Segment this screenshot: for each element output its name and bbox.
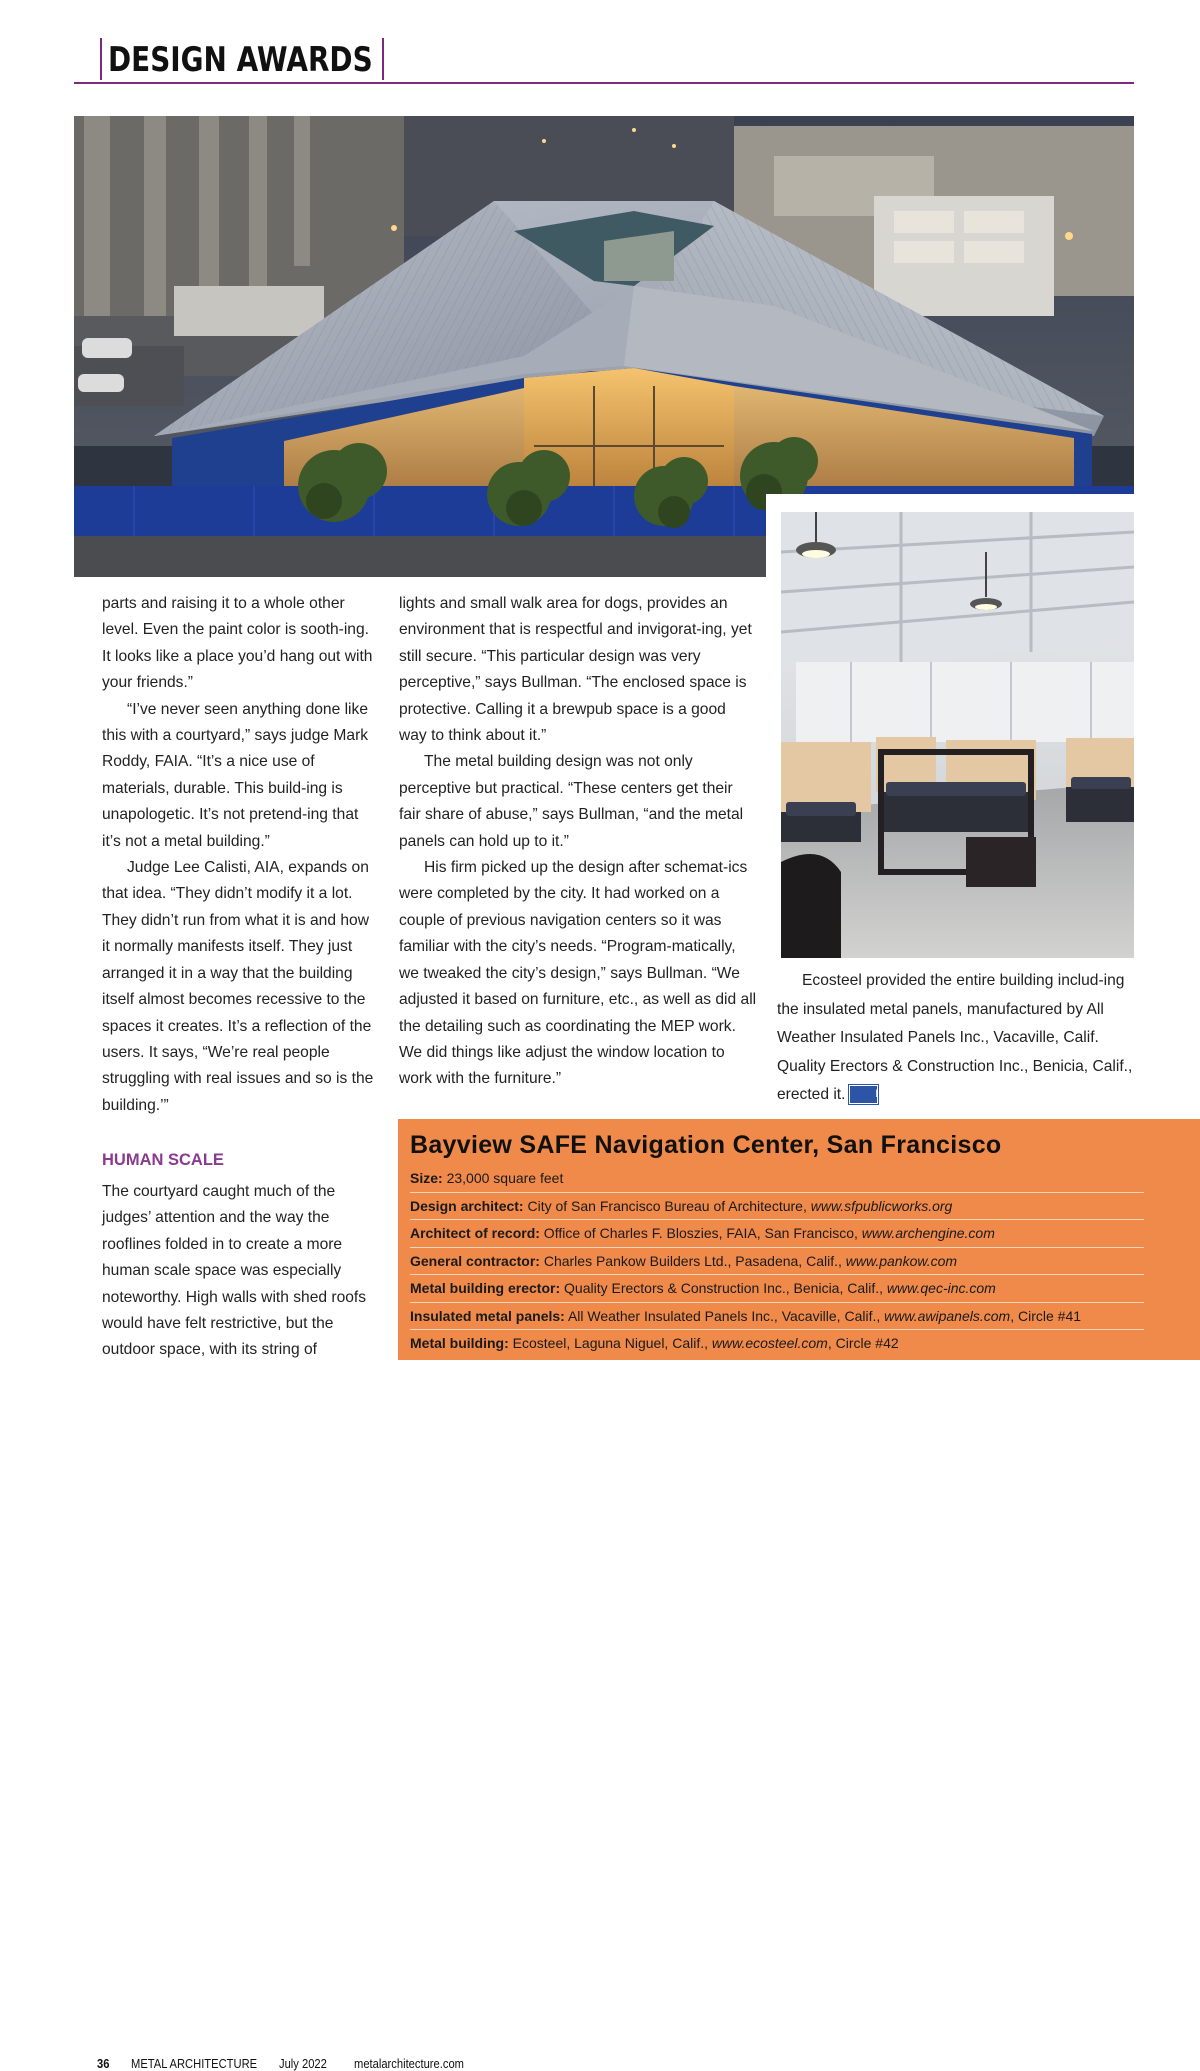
fact-suffix: , Circle #42 (827, 1335, 899, 1351)
fact-row (410, 1248, 1144, 1276)
paragraph: The metal building design was not only perceptive but practical. “These centers get their fair share of abuse,” says Bullman, “and the metal panels can hold up to it.” (399, 753, 744, 850)
fact-text: All Weather Insulated Panels Inc., Vacaville, Calif., (564, 1307, 885, 1324)
paragraph: The courtyard caught much of the judges’ attention and the way the rooflines folded in to create a more human scale space was especially noteworthy. High walls with shed roofs would have felt restrictive, but the outdoor space, with its string of (102, 1183, 367, 1359)
paragraph-text: Ecosteel provided the entire building includ-ing the insulated metal panels, manufactured by All Weather Insulated Panels Inc., Vacaville, Calif. Quality Erectors & Construction Inc., Benicia, Calif., erected it. (777, 972, 1133, 1104)
fact-row (410, 1303, 1144, 1331)
fact-label: Metal building erector: (410, 1280, 561, 1296)
section-header (74, 36, 1134, 84)
paragraph: parts and raising it to a whole other level. Even the paint color is sooth-ing. It looks like a place you’d hang out with your friends.” (102, 595, 373, 692)
fact-row (410, 1275, 1144, 1303)
magazine-name: METAL ARCHITECTURE (131, 2056, 258, 2071)
subhead: HUMAN SCALE (102, 1151, 224, 1169)
fact-text: Office of Charles F. Bloszies, FAIA, San Francisco, (539, 1225, 862, 1241)
inset-photo (781, 512, 1134, 958)
fact-link[interactable]: www.sfpublicworks.org (810, 1197, 953, 1214)
header-left-rule (100, 38, 102, 80)
fact-label: Insulated metal panels: (410, 1307, 565, 1324)
fact-label: Architect of record: (410, 1225, 540, 1241)
fact-row (410, 1330, 1144, 1357)
section-title: DESIGN AWARDS (108, 40, 373, 80)
header-right-rule (382, 38, 384, 80)
end-mark-logo: MA (849, 1085, 878, 1104)
fact-link[interactable]: www.ecosteel.com (711, 1335, 828, 1351)
fact-link[interactable]: www.archengine.com (861, 1225, 995, 1241)
article-column-3 (777, 967, 1137, 1110)
fact-row (410, 1193, 1144, 1221)
fact-label: Design architect: (410, 1197, 524, 1214)
site-url[interactable]: metalarchitecture.com (354, 2056, 464, 2071)
paragraph: His firm picked up the design after schemat-ics were completed by the city. It had worked on a couple of previous navigation centers so it was familiar with the city’s needs. “Program-matically, we tweaked the city’s design,” says Bullman. “We adjusted it based on furniture, etc., as well as did all the detailing such as coordinating the MEP work. We did things like adjust the window location to work with the furniture.” (399, 859, 757, 1088)
paragraph (777, 967, 1137, 1110)
fact-label: General contractor: (410, 1252, 540, 1269)
fact-link[interactable]: www.qec-inc.com (886, 1280, 996, 1296)
paragraph: Judge Lee Calisti, AIA, expands on that idea. “They didn’t modify it a lot. They didn’t run from what it is and how it normally manifests itself. They just arranged it in a way that the building itself almost becomes recessive to the spaces it creates. It’s a reflection of the users. It says, “We’re real people struggling with real issues and so is the building.’” (102, 859, 374, 1114)
fact-label: Metal building: (410, 1335, 509, 1351)
page-number: 36 (97, 2056, 110, 2071)
fact-text: 23,000 square feet (442, 1170, 564, 1186)
fact-row (410, 1165, 1144, 1193)
fact-text: City of San Francisco Bureau of Architecture, (523, 1197, 811, 1214)
project-fact-box (398, 1119, 1200, 1360)
issue-date: July 2022 (279, 2056, 327, 2071)
fact-suffix: , Circle #41 (1010, 1307, 1082, 1324)
fact-link[interactable]: www.awipanels.com (884, 1307, 1011, 1324)
fact-row (410, 1220, 1144, 1248)
fact-text: Ecosteel, Laguna Niguel, Calif., (508, 1335, 712, 1351)
fact-text: Quality Erectors & Construction Inc., Benicia, Calif., (560, 1280, 887, 1296)
fact-box-title: Bayview SAFE Navigation Center, San Francisco (410, 1131, 1002, 1159)
article-column-1 (102, 591, 376, 1119)
article-column-1-continued (102, 1179, 376, 1364)
fact-link[interactable]: www.pankow.com (845, 1252, 958, 1269)
paragraph: “I’ve never seen anything done like this with a courtyard,” says judge Mark Roddy, FAIA. “It’s a nice use of materials, durable. This build-ing is unapologetic. It’s not pretend-ing that it’s not a metal building.” (102, 700, 369, 850)
article-column-2 (399, 591, 757, 1093)
fact-box-rows (410, 1165, 1144, 1357)
paragraph: lights and small walk area for dogs, provides an environment that is respectful and invigorat-ing, yet still secure. “This particular design was very perceptive,” says Bullman. “The enclosed space is protective. Calling it a brewpub space is a good way to think about it.” (399, 595, 752, 745)
fact-text: Charles Pankow Builders Ltd., Pasadena, Calif., (539, 1252, 846, 1269)
fact-label: Size: (410, 1170, 443, 1186)
